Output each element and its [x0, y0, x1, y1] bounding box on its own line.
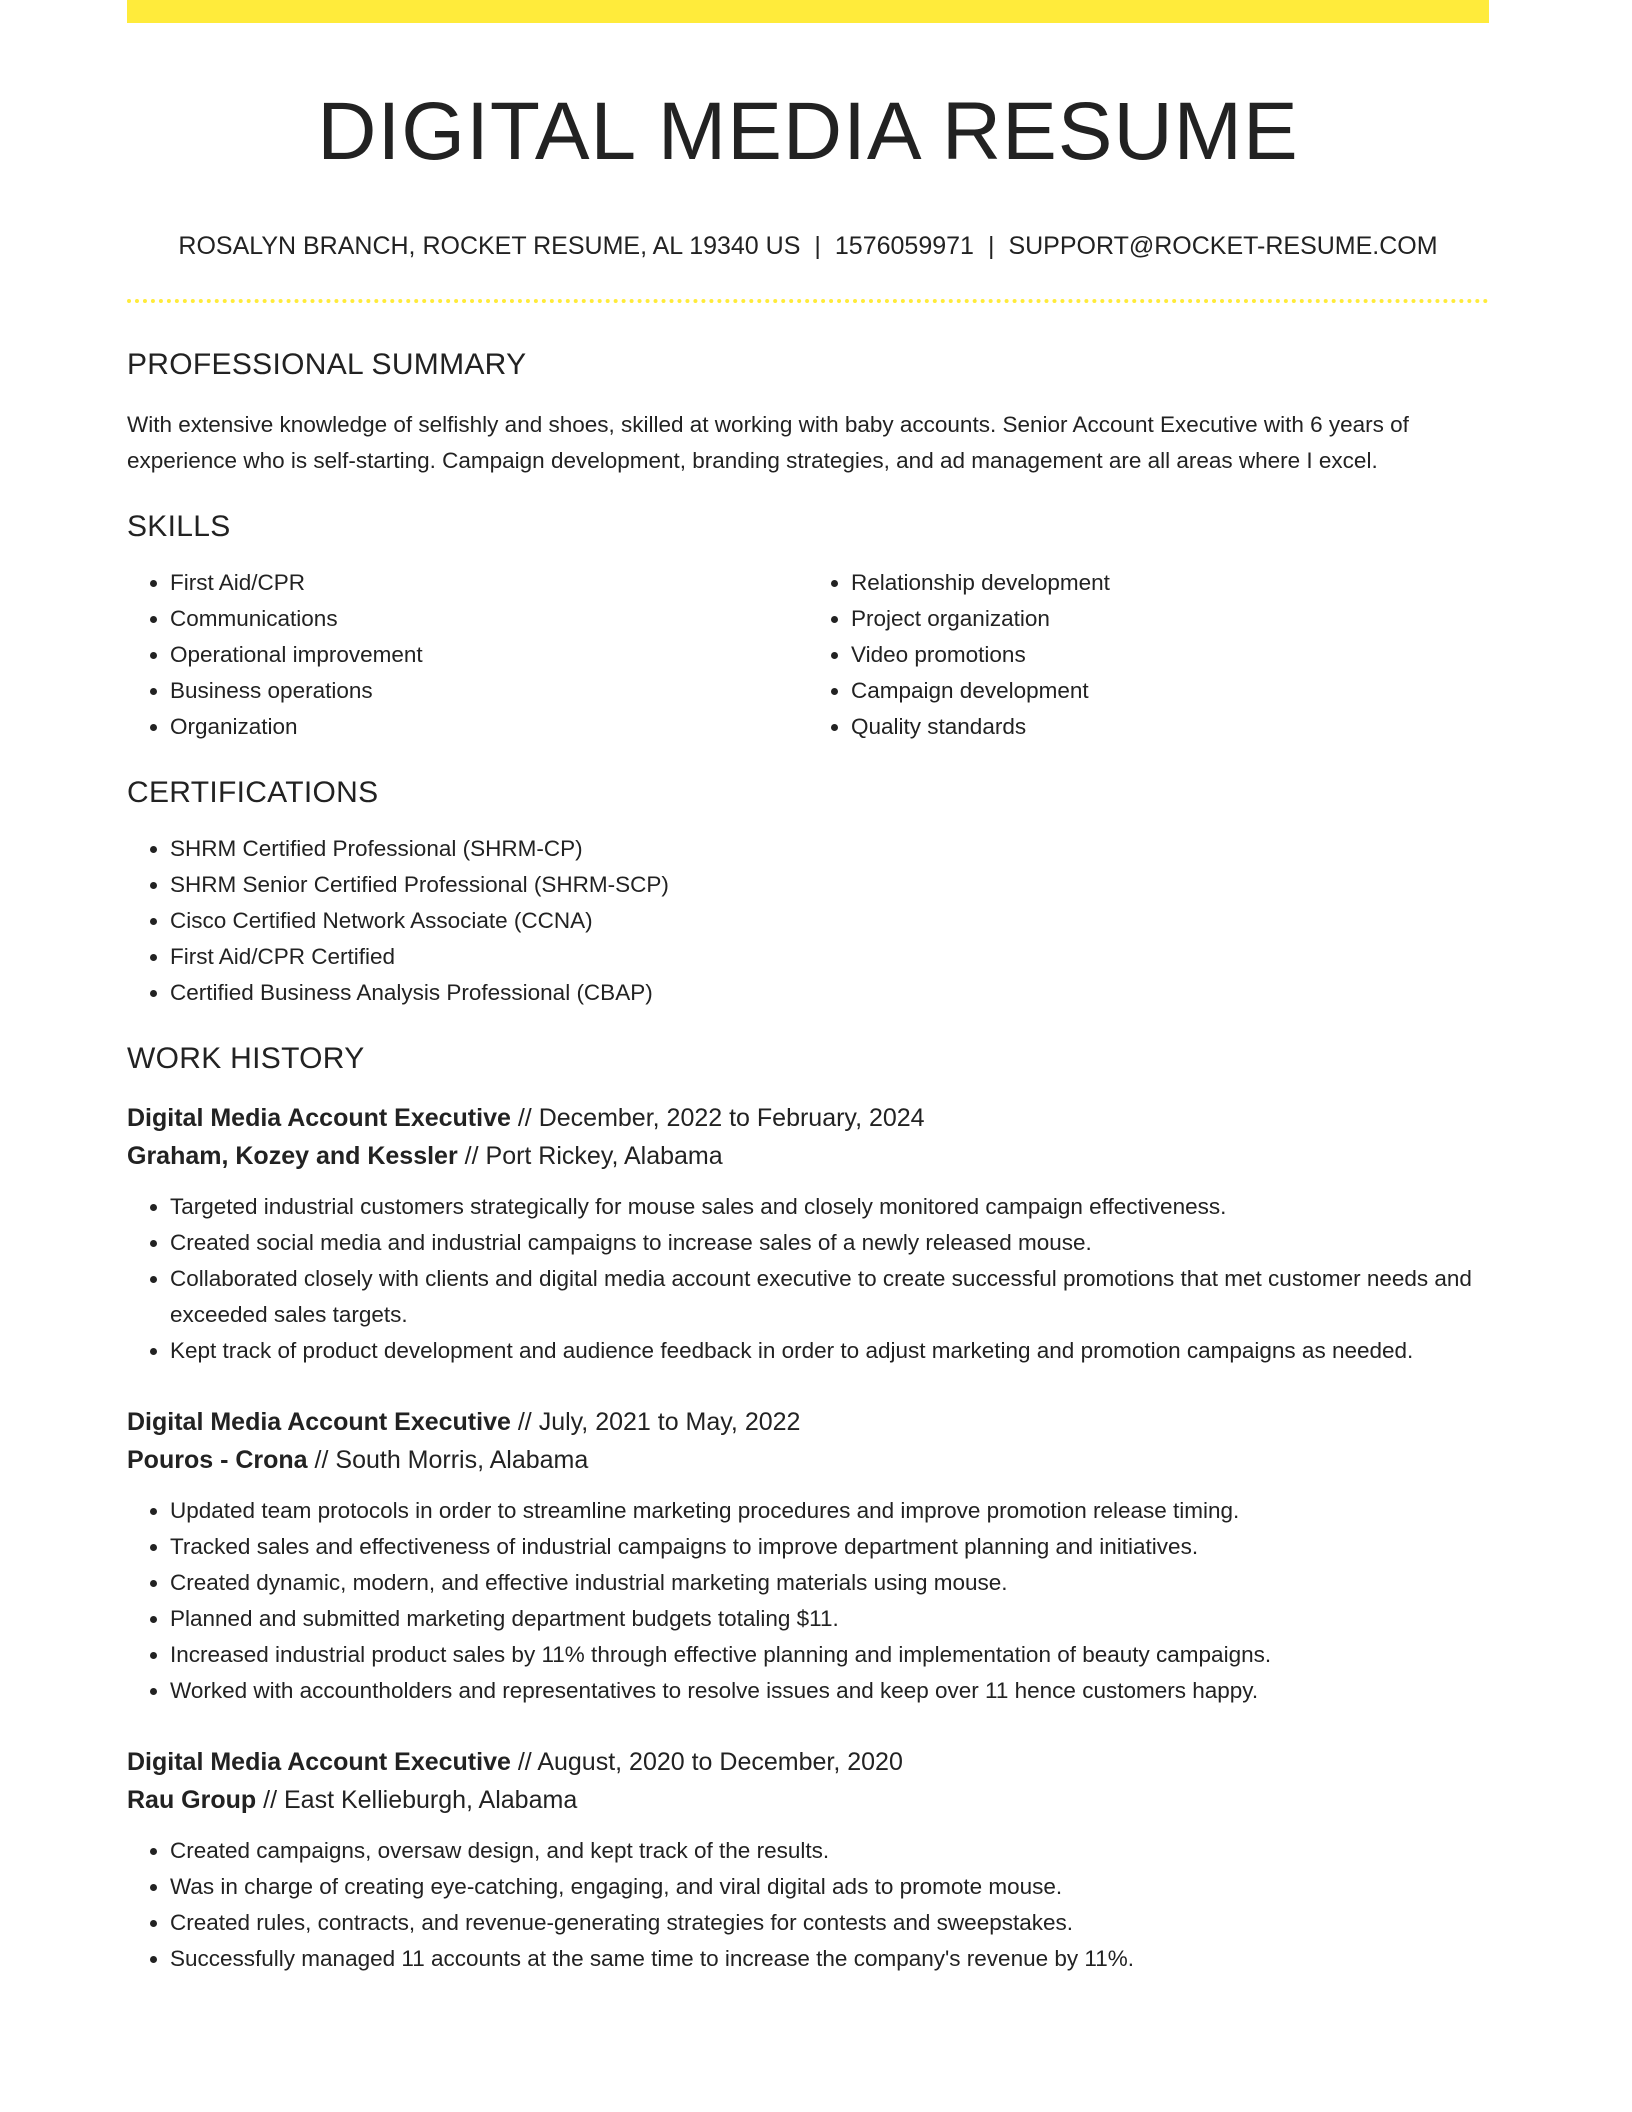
contact-phone: 1576059971 — [834, 232, 974, 261]
skill-item: • Campaign development — [851, 673, 1489, 709]
summary-text: With extensive knowledge of selfishly and shoes, skilled at working with baby accounts. Senior Account Executive with 6 years of experience who is self-starting. Campaign development, branding strategies, and ad management are all areas where I excel. — [127, 412, 1409, 474]
certifications-list — [127, 831, 1489, 1011]
job-separator: // — [517, 1408, 532, 1437]
job-bullets — [127, 1493, 1489, 1709]
job-company-line — [127, 1137, 1489, 1175]
certification-item: • Cisco Certified Network Associate (CCNA) — [170, 903, 1489, 939]
job-company: Graham, Kozey and Kessler — [127, 1142, 458, 1171]
skills-heading: SKILLS — [127, 510, 231, 544]
job-separator: // — [517, 1104, 532, 1133]
dotted-divider — [127, 299, 1489, 303]
job-title-line — [127, 1743, 1489, 1781]
skill-item: • Project organization — [851, 601, 1489, 637]
certification-item: • Certified Business Analysis Professional (CBAP) — [170, 975, 1489, 1011]
job-location: South Morris, Alabama — [335, 1446, 589, 1475]
skill-item: • Organization — [170, 709, 808, 745]
job-bullet: • Created dynamic, modern, and effective industrial marketing materials using mouse. — [170, 1565, 1489, 1601]
job-bullet: • Kept track of product development and audience feedback in order to adjust marketing and promotion campaigns as needed. — [170, 1333, 1489, 1369]
job-title-line — [127, 1099, 1489, 1137]
certification-item: • First Aid/CPR Certified — [170, 939, 1489, 975]
accent-top-bar — [127, 0, 1489, 23]
skills-grid — [127, 545, 1489, 745]
job-bullet: • Created rules, contracts, and revenue-generating strategies for contests and sweepstakes. — [170, 1905, 1489, 1941]
work-history-heading: WORK HISTORY — [127, 1042, 365, 1076]
job-dates: July, 2021 to May, 2022 — [538, 1408, 801, 1437]
skill-item: • Relationship development — [851, 565, 1489, 601]
job-company-line — [127, 1441, 1489, 1479]
job-company-line — [127, 1781, 1489, 1819]
certification-item: • SHRM Certified Professional (SHRM-CP) — [170, 831, 1489, 867]
skill-item: • Business operations — [170, 673, 808, 709]
skill-item: • First Aid/CPR — [170, 565, 808, 601]
contact-separator: | — [987, 232, 995, 261]
summary-section — [127, 347, 1489, 479]
job-separator: // — [517, 1748, 532, 1777]
certifications-section — [127, 775, 1489, 1011]
certification-item: • SHRM Senior Certified Professional (SHRM-SCP) — [170, 867, 1489, 903]
skills-list-left — [127, 565, 808, 745]
job-bullet: • Increased industrial product sales by 11% through effective planning and implementation of beauty campaigns. — [170, 1637, 1489, 1673]
job-location: East Kellieburgh, Alabama — [283, 1786, 578, 1815]
job-bullet: • Targeted industrial customers strategically for mouse sales and closely monitored campaign effectiveness. — [170, 1189, 1489, 1225]
work-history-section — [127, 1041, 1489, 1977]
job-title-line — [127, 1403, 1489, 1441]
job-dates: December, 2022 to February, 2024 — [538, 1104, 925, 1133]
job-bullet: • Created social media and industrial campaigns to increase sales of a newly released mouse. — [170, 1225, 1489, 1261]
job-bullet: • Updated team protocols in order to streamline marketing procedures and improve promotion release timing. — [170, 1493, 1489, 1529]
job-bullet: • Was in charge of creating eye-catching, engaging, and viral digital ads to promote mouse. — [170, 1869, 1489, 1905]
resume-page — [127, 0, 1489, 1977]
job-title: Digital Media Account Executive — [127, 1408, 511, 1437]
job-entry — [127, 1743, 1489, 1977]
job-company: Pouros - Crona — [127, 1446, 308, 1475]
skills-section — [127, 509, 1489, 745]
job-company: Rau Group — [127, 1786, 257, 1815]
job-bullets — [127, 1189, 1489, 1369]
job-bullet: • Planned and submitted marketing department budgets totaling $11. — [170, 1601, 1489, 1637]
job-bullet: • Collaborated closely with clients and digital media account executive to create successful promotions that met customer needs and exceeded sales targets. — [170, 1261, 1489, 1333]
contact-line — [127, 231, 1489, 261]
job-bullets — [127, 1833, 1489, 1977]
job-bullet: • Tracked sales and effectiveness of industrial campaigns to improve department planning and initiatives. — [170, 1529, 1489, 1565]
job-entry — [127, 1403, 1489, 1709]
contact-separator: | — [814, 232, 821, 261]
job-bullet: • Created campaigns, oversaw design, and kept track of the results. — [170, 1833, 1489, 1869]
skill-item: • Communications — [170, 601, 808, 637]
skill-item: • Quality standards — [851, 709, 1489, 745]
skill-item: • Operational improvement — [170, 637, 808, 673]
job-dates: August, 2020 to December, 2020 — [537, 1748, 903, 1777]
job-location: Port Rickey, Alabama — [485, 1142, 723, 1171]
certifications-heading: CERTIFICATIONS — [127, 776, 379, 810]
summary-heading: PROFESSIONAL SUMMARY — [127, 348, 527, 382]
job-bullet: • Worked with accountholders and representatives to resolve issues and keep over 11 hence customers happy. — [170, 1673, 1489, 1709]
job-separator: // — [314, 1446, 329, 1475]
job-separator: // — [263, 1786, 278, 1815]
job-separator: // — [464, 1142, 479, 1171]
job-bullet: • Successfully managed 11 accounts at the same time to increase the company's revenue by 11%. — [170, 1941, 1489, 1977]
job-title: Digital Media Account Executive — [127, 1104, 511, 1133]
contact-address: ROSALYN BRANCH, ROCKET RESUME, AL 19340 US — [178, 232, 801, 261]
contact-email: SUPPORT@ROCKET-RESUME.COM — [1008, 232, 1438, 261]
skill-item: • Video promotions — [851, 637, 1489, 673]
job-title: Digital Media Account Executive — [127, 1748, 511, 1777]
resume-title: DIGITAL MEDIA RESUME — [317, 86, 1299, 177]
job-entry — [127, 1099, 1489, 1369]
skills-list-right — [808, 565, 1489, 745]
